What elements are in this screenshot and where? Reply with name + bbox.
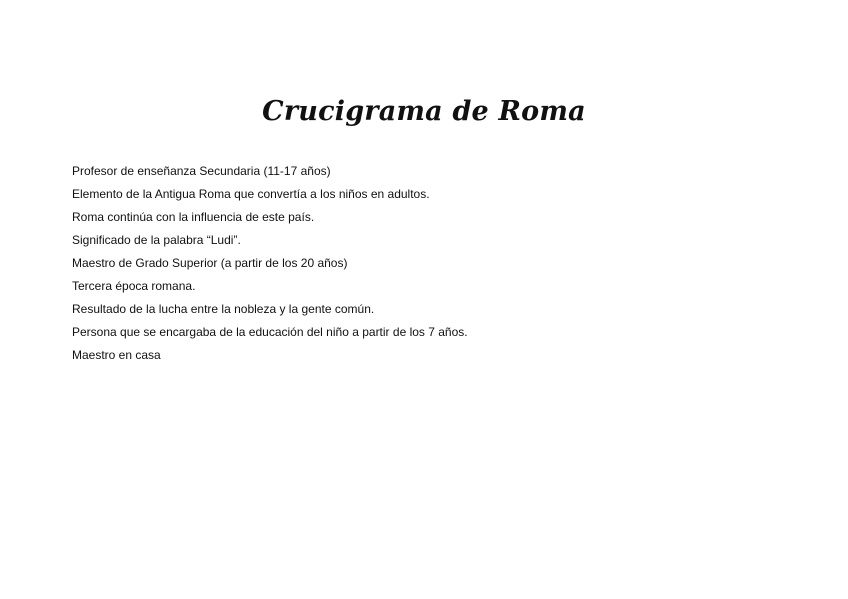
clue-list [72, 160, 772, 367]
clue-item: Tercera época romana. [72, 279, 196, 293]
page-title: Crucigrama de Roma [262, 96, 586, 127]
clue-item: Maestro de Grado Superior (a partir de los 20 años) [72, 256, 348, 270]
clue-item: Roma continúa con la influencia de este país. [72, 210, 315, 224]
clue-item: Resultado de la lucha entre la nobleza y la gente común. [72, 302, 375, 316]
clue-item: Persona que se encargaba de la educación del niño a partir de los 7 años. [72, 325, 468, 339]
clue-item: Maestro en casa [72, 348, 161, 362]
clue-item: Significado de la palabra “Ludi”. [72, 233, 241, 247]
clue-item: Elemento de la Antigua Roma que convertía a los niños en adultos. [72, 187, 430, 201]
clue-item: Profesor de enseñanza Secundaria (11-17 años) [72, 164, 331, 178]
